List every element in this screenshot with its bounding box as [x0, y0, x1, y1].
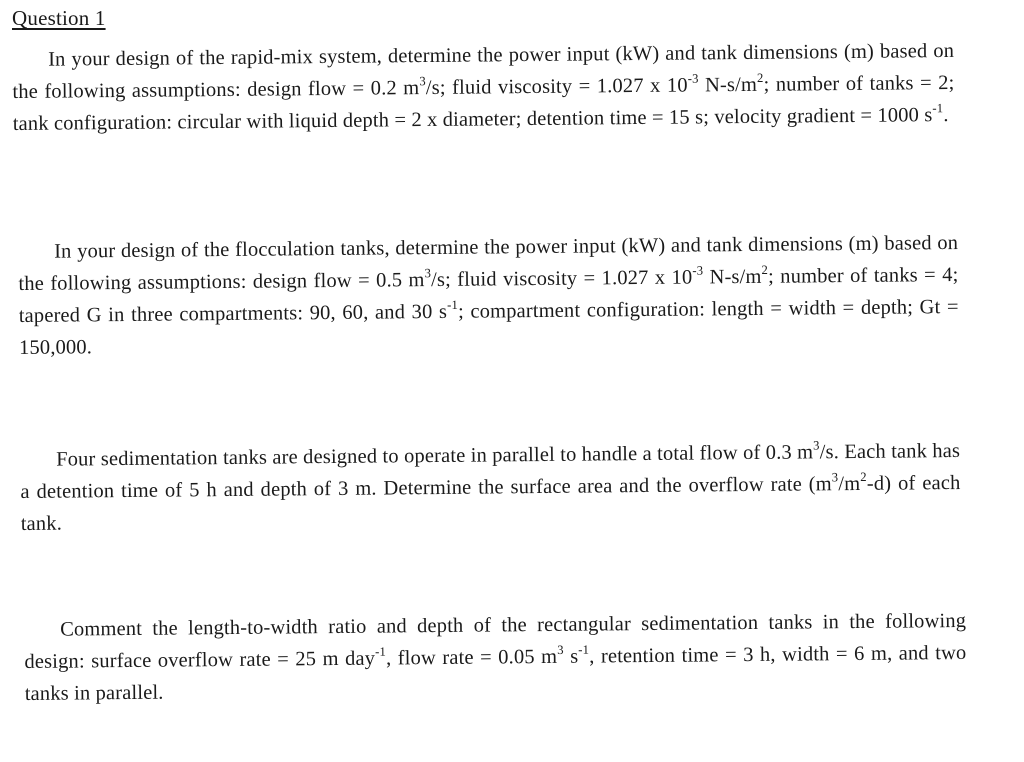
text-segment: /m: [838, 472, 861, 496]
superscript: 3: [424, 266, 432, 281]
text-segment: In your design of the flocculation tanks, determine the power input (kW) and tank dimensions (m) based on the following assumptions: design flow = 0.5 m: [18, 231, 959, 295]
text-segment: N-s/m: [698, 73, 758, 97]
superscript: 2: [761, 262, 769, 277]
text-segment: Four sedimentation tanks are designed to operate in parallel to handle a total flow of 0.3 m: [56, 441, 814, 471]
text-segment: Comment the length-to-width ratio and depth of the rectangular sedimentation tanks in the following design: surface overflow rate = 25 m day: [24, 609, 967, 673]
text-segment: .: [943, 104, 949, 127]
text-segment: , flow rate = 0.05 m: [385, 645, 558, 670]
text-segment: ; number of tanks = 2; tank configuration: circular with liquid depth = 2 x diameter; detention time = 15 s; velocity gradient = 1000 s: [12, 71, 955, 135]
text-segment: s: [563, 645, 579, 668]
superscript: 3: [557, 642, 564, 657]
text-segment: -d) of each tank.: [20, 471, 961, 535]
superscript: -1: [578, 642, 590, 657]
text-segment: ; number of tanks = 4; tapered G in three compartments: 90, 60, and 30 s: [18, 263, 959, 327]
superscript: 3: [419, 74, 426, 89]
paragraph-flocculation: [18, 227, 959, 364]
superscript: 2: [860, 469, 867, 485]
text-segment: ; compartment configuration: length = width = depth; Gt = 150,000.: [18, 295, 959, 359]
text-segment: /s. Each tank has a detention time of 5 h and depth of 3 m. Determine the surface area and the overflow rate (m: [20, 439, 961, 503]
superscript: -3: [692, 263, 704, 278]
text-segment: /s; fluid viscosity = 1.027 x 10: [425, 74, 688, 100]
superscript: -1: [932, 101, 944, 116]
superscript: 3: [831, 470, 839, 485]
superscript: -1: [446, 297, 459, 312]
question-heading: Question 1: [12, 6, 106, 30]
paragraph-rectangular-tanks: [24, 605, 967, 710]
superscript: -1: [374, 644, 387, 659]
paragraph-rapid-mix: [12, 35, 955, 140]
paragraph-sedimentation: [20, 435, 961, 540]
superscript: 3: [813, 438, 820, 453]
superscript: 2: [756, 70, 764, 85]
text-segment: In your design of the rapid-mix system, determine the power input (kW) and tank dimensions (m) based on the following assumptions: design flow = 0.2 m: [12, 39, 955, 103]
text-segment: /s; fluid viscosity = 1.027 x 10: [431, 266, 693, 292]
text-segment: , retention time = 3 h, width = 6 m, and two tanks in parallel.: [24, 641, 967, 705]
superscript: -3: [687, 71, 699, 86]
text-segment: N-s/m: [703, 265, 762, 289]
